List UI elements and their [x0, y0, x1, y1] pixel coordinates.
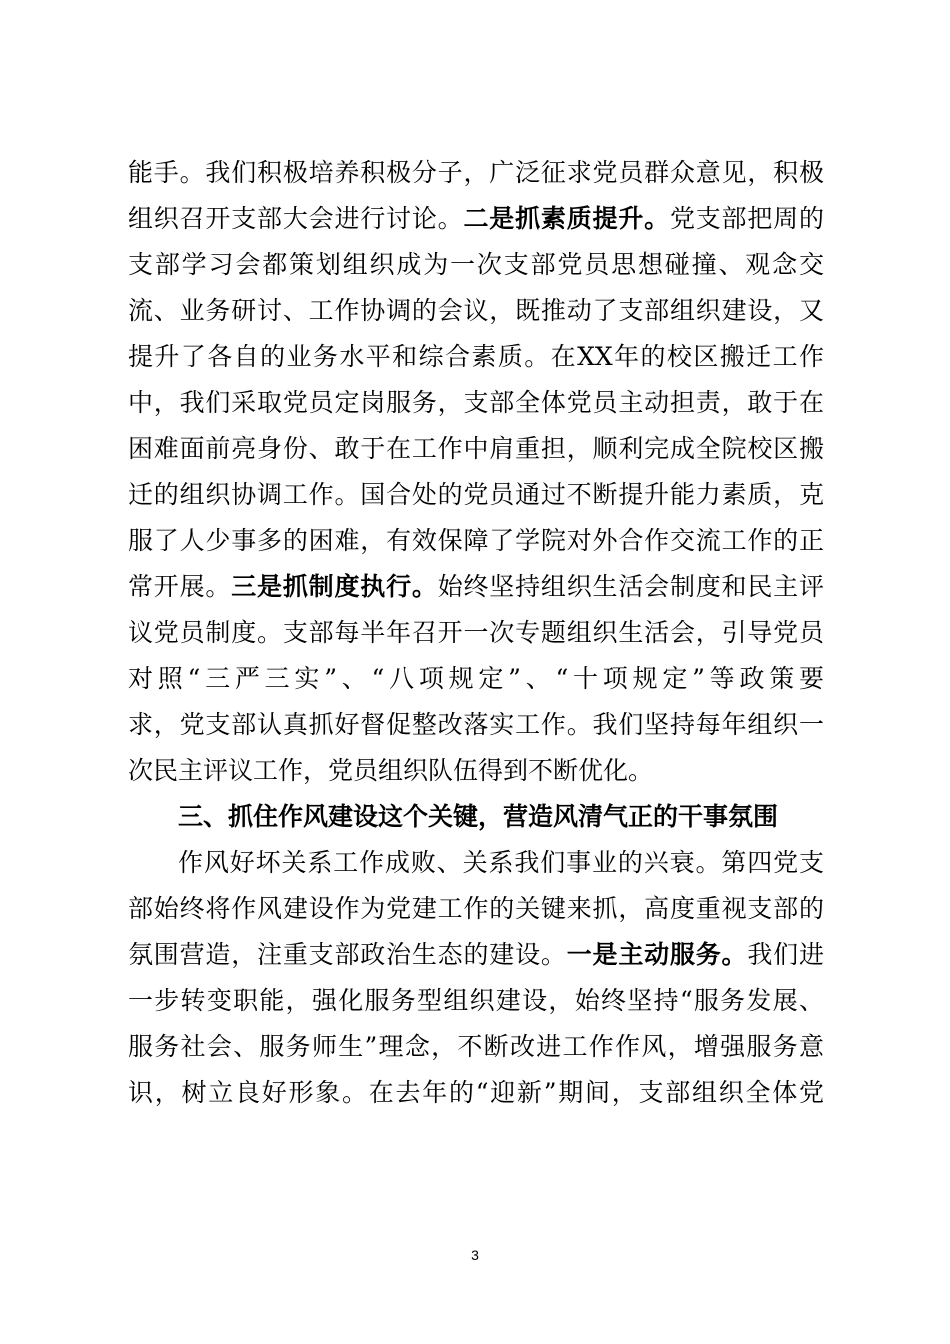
text-run: 党支部把周的 [669, 204, 824, 233]
text-line [128, 564, 824, 610]
text-line: 中，我们采取党员定岗服务，支部全体党员主动担责，敢于在 [128, 388, 824, 417]
text-line: 次民主评议工作，党员组织队伍得到不断优化。 [128, 756, 654, 785]
text-line: 一步转变职能，强化服务型组织建设，始终坚持“服务发展、 [128, 986, 824, 1015]
text-run: 始终坚持组织生活会制度和民主评 [437, 572, 824, 601]
text-line: 支部学习会都策划组织成为一次支部党员思想碰撞、观念交 [128, 250, 824, 279]
text-run: 组织召开支部大会进行讨论。 [128, 204, 464, 233]
text-line: 对照“三严三实”、“八项规定”、“十项规定”等政策要 [128, 664, 824, 693]
page-number: 3 [471, 1247, 479, 1263]
text-line [128, 196, 824, 242]
text-line: 流、业务研讨、工作协调的会议，既推动了支部组织建设，又 [128, 296, 824, 325]
paragraph [128, 150, 824, 794]
section-heading: 三、抓住作风建设这个关键，营造风清气正的干事氛围 [178, 802, 779, 831]
text-line: 能手。我们积极培养积极分子，广泛征求党员群众意见，积极 [128, 158, 824, 187]
text-line: 迁的组织协调工作。国合处的党员通过不断提升能力素质，克 [128, 480, 824, 509]
text-line: 提升了各自的业务水平和综合素质。在XX年的校区搬迁工作 [128, 342, 824, 371]
text-run: 氛围营造，注重支部政治生态的建设。 [128, 940, 567, 969]
bold-keyword: 一是主动服务。 [566, 940, 748, 969]
text-run: 常开展。 [128, 572, 232, 601]
text-line: 议党员制度。支部每半年召开一次专题组织生活会，引导党员 [128, 618, 824, 647]
bold-keyword: 三是抓制度执行。 [231, 572, 438, 601]
document-body [128, 150, 824, 1116]
paragraph [128, 840, 824, 1116]
bold-keyword: 二是抓素质提升。 [463, 204, 670, 233]
text-line: 困难面前亮身份、敢于在工作中肩重担，顺利完成全院校区搬 [128, 434, 824, 463]
text-line: 服务社会、服务师生”理念，不断改进工作作风，增强服务意 [128, 1032, 824, 1061]
text-run: 我们进 [747, 940, 824, 969]
text-line: 求，党支部认真抓好督促整改落实工作。我们坚持每年组织一 [128, 710, 824, 739]
text-line: 识，树立良好形象。在去年的“迎新”期间，支部组织全体党 [128, 1078, 824, 1107]
text-line [128, 932, 824, 978]
text-line: 服了人少事多的困难，有效保障了学院对外合作交流工作的正 [128, 526, 824, 555]
text-line: 作风好坏关系工作成败、关系我们事业的兴衰。第四党支 [178, 848, 824, 877]
text-line: 部始终将作风建设作为党建工作的关键来抓，高度重视支部的 [128, 894, 824, 923]
